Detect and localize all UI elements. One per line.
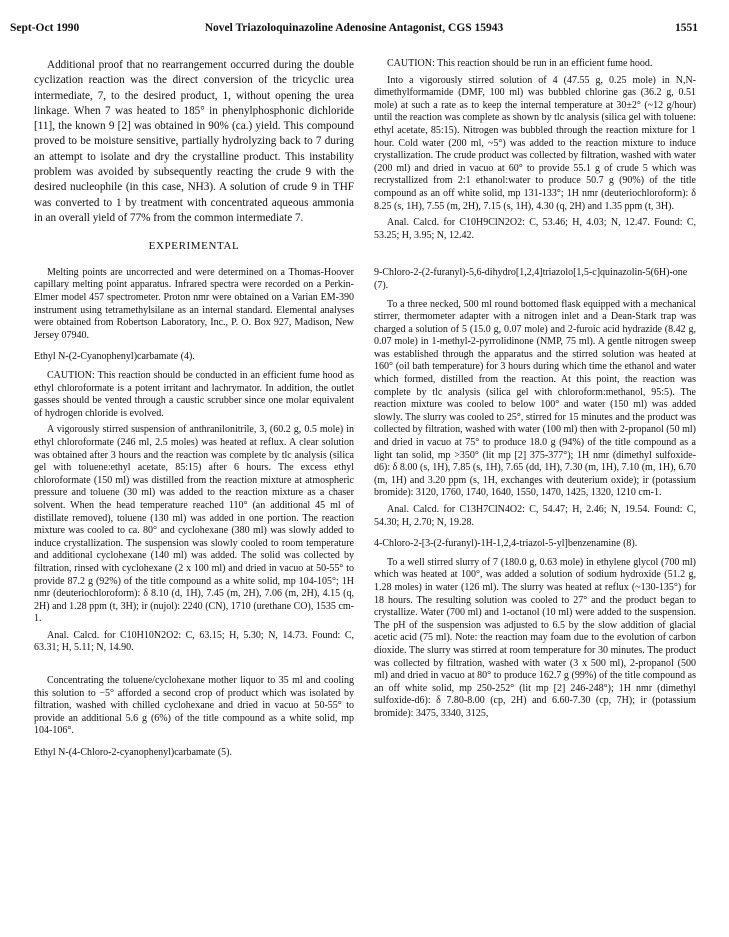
spacer (374, 246, 696, 258)
body-paragraph: CAUTION: This reaction should be run in an efficient fume hood. (387, 58, 653, 69)
spacer (34, 659, 354, 671)
compound-heading: Ethyl N-(2-Cyanophenyl)carbamate (4). (34, 351, 195, 363)
body-paragraph: To a three necked, 500 ml round bottomed flask equipped with a mechanical stirrer, thermometer adapter with a nitrogen inlet and a Dean-Stark trap was charged a solution of 5 (15.0 g, 0.07 mole) and 2-furoic acid hydrazide (8.42 g, 0.07 mole) in 1-methyl-2-pyrrolidinone (NMP, 75 ml). A gentle nitrogen sweep was established through the apparatus and the stirred solution was heated at 160° (oil bath temperature) for 3 hours during which time the ethanol and water which formed, distilled from the reaction. At this point, the reaction was complete by tlc analysis (silica gel with chloroform:methanol, 95:5). The reaction mixture was cooled to below 100° and water (150 ml) was added slowly. The slurry was cooled to 25°, stirred for 15 minutes and the product was collected by filtration, washed with water (100 ml) then with 2-propanol (50 ml) and dried in vacuo at 75° to produce 18.0 g (94%) of the title compound as a light tan solid, mp >350° (lit mp [2] 375-377°); 1H nmr (dimethyl sulfoxide-d6): δ 8.00 (s, 1H), 7.85 (s, 1H), 7.65 (dd, 1H), 7.30 (m, 1H), 7.10 (m, 1H), 6.70 (m, 1H) and 3.20 ppm (s, 1H, exchanges with deuterium oxide); ir (potassium bromide): 3120, 1760, 1740, 1640, 1550, 1470, 1425, 1320, 1210 cm-1. (374, 298, 696, 499)
body-paragraph: CAUTION: This reaction should be conducted in an efficient fume hood as ethyl chloroformate is a potent irritant and lachrymator. In addition, the outlet gasses should be vented through a caustic scrubber since one molar equivalent of hydrogen chloride is evolved. (34, 370, 354, 419)
body-paragraph: Melting points are uncorrected and were determined on a Thomas-Hoover capillary melting point apparatus. Infrared spectra were recorded on a Perkin-Elmer model 457 spectrometer. Proton nmr were obtained on a Varian EM-390 instrument using tetramethylsilane as an internal standard. Elemental analyses were obtained from Robertson Laboratory, Inc., P. O. Box 927, Madison, New Jersey 07940. (34, 266, 354, 341)
compound-heading: Ethyl N-(4-Chloro-2-cyanophenyl)carbamate (5). (34, 747, 232, 759)
running-header (10, 22, 698, 38)
body-paragraph: Anal. Calcd. for C10H10N2O2: C, 63.15; H, 5.30; N, 14.73. Found: C, 63.31; H, 5.11; N, 14.90. (34, 629, 354, 654)
body-paragraph: Anal. Calcd. for C13H7ClN4O2: C, 54.47; H, 2.46; N, 19.54. Found: C, 54.30; H, 2.70; N, 19.28. (374, 504, 696, 528)
page-number: 1551 (675, 22, 698, 34)
body-paragraph: Concentrating the toluene/cyclohexane mother liquor to 35 ml and cooling this solution to −5° afforded a second crop of product which was isolated by filtration, washed with chilled cyclohexane and dried in vacuo at 50-55° to provide an additional 5.6 g (6%) of the title compound as a white solid, mp 104-106°. (34, 675, 354, 737)
body-paragraph: A vigorously stirred suspension of anthranilonitrile, 3, (60.2 g, 0.5 mole) in ethyl chloroformate (246 ml, 2.5 moles) was heated at reflux. A clear solution was obtained after 3 hours and the reaction was complete by tlc analysis (silica gel with toluene:ethyl acetate, 85:15) after 6 hours. The excess ethyl chloroformate (150 ml) was distilled from the reaction mixture at atmospheric pressure and toluene (30 ml) was added to the reaction mixture as a chaser solvent. When the head temperature reached 110° (an additional 45 ml of distillate removed), toluene (130 ml) was added in one portion. The reaction mixture was cooled to ca. 80° and cyclohexane (380 ml) was slowly added to induce crystallization. The suspension was slowly cooled to room temperature and additional cyclohexane (140 ml) was added. The solid was collected by filtration, rinsed with cyclohexane (2 x 100 ml) and dried in vacuo at 50-55° to provide 87.2 g (92%) of the title compound as a white solid, mp 104-105°; 1H nmr (deuteriochloroform): δ 8.10 (d, 1H), 7.45 (m, 2H), 7.06 (m, 2H), 4.15 (q, 2H) and 1.28 ppm (t, 3H); ir (nujol): 2240 (CN), 1710 (urethane CO), 1535 cm-1. (34, 424, 354, 625)
running-title: Novel Triazoloquinazoline Adenosine Antagonist, CGS 15943 (204, 22, 504, 34)
body-paragraph: Additional proof that no rearrangement occurred during the double cyclization reaction was the direct conversion of the tricyclic urea intermediate, 7, to the desired product, 1, without opening the urea linkage. When 7 was heated to 185° in phenylphosphonic dichloride [11], the known 9 [2] was obtained in 90% (ca.) yield. This compound proved to be moisture sensitive, partially hydrolyzing back to 7 during an attempt to isolate and dry the crystalline product. This instability problem was avoided by subsequently reacting the crude 9 with the desired nucleophile (in this case, NH3). A solution of crude 9 in THF was converted to 1 by treatment with concentrated aqueous ammonia in an overall yield of 77% from the common intermediate 7. (34, 59, 354, 224)
compound-heading: 9-Chloro-2-(2-furanyl)-5,6-dihydro[1,2,4]triazolo[1,5-c]quinazolin-5(6H)-one (7). (374, 267, 688, 291)
right-column (374, 58, 696, 725)
journal-date: Sept-Oct 1990 (10, 22, 80, 34)
body-paragraph: To a well stirred slurry of 7 (180.0 g, 0.63 mole) in ethylene glycol (700 ml) which was heated at 100°, was added a solution of sodium hydroxide (51.2 g, 1.28 moles) in water (126 ml). The slurry was heated at reflux (~130-135°) for 18 hours. The resulting solution was cooled to 27° and the product began to crystallize. Water (700 ml) and 1-octanol (10 ml) were added to the suspension. The pH of the suspension was adjusted to 6.5 by the slow addition of glacial acetic acid (75 ml). Note: the reaction may foam due to the evolution of carbon dioxide. The slurry was stirred at room temperature for 30 minutes. The product was collected by filtration, washed with water (3 x 500 ml), 2-propanol (500 ml) and dried in vacuo at 80° to produce 162.7 g (99%) of the title compound as an off white solid, mp 250-252° (lit mp [2] 246-248°); 1H nmr (dimethyl sulfoxide-d6): δ 7.80-8.00 (cp, 2H) and 6.60-7.30 (cp, 7H); ir (potassium bromide): 3475, 3340, 3125, (374, 556, 696, 719)
section-heading: EXPERIMENTAL (148, 240, 240, 253)
left-column (34, 58, 354, 766)
compound-heading: 4-Chloro-2-[3-(2-furanyl)-1H-1,2,4-triazol-5-yl]benzenamine (8). (374, 538, 638, 550)
body-paragraph: Into a vigorously stirred solution of 4 (47.55 g, 0.25 mole) in N,N-dimethylformamide (DMF, 100 ml) was bubbled chlorine gas (36.2 g, 0.51 mole) at such a rate as to keep the internal temperature at 30±2° (~12 g/hour) until the reaction was complete as shown by tlc analysis (silica gel with toluene: ethyl acetate, 85:15). Nitrogen was bubbled through the reaction mixture for 1 hour. Cold water (200 ml, ~5°) was added to the reaction mixture to induce crystallization. The crude product was collected by filtration, washed with water (200 ml) and dried in vacuo at 60° to provide 55.1 g of crude 5 which was recrystallized from 2:1 ethanol:water to produce 50.7 g (90%) of the title compound as an off white solid, mp 131-133°; 1H nmr (deuteriochloroform): δ 8.25 (s, 1H), 7.55 (m, 2H), 7.15 (s, 1H), 4.30 (q, 2H) and 1.35 ppm (t, 3H). (374, 74, 696, 212)
body-paragraph: Anal. Calcd. for C10H9ClN2O2: C, 53.46; H, 4.03; N, 12.47. Found: C, 53.25; H, 3.95; N, 12.42. (374, 217, 696, 241)
